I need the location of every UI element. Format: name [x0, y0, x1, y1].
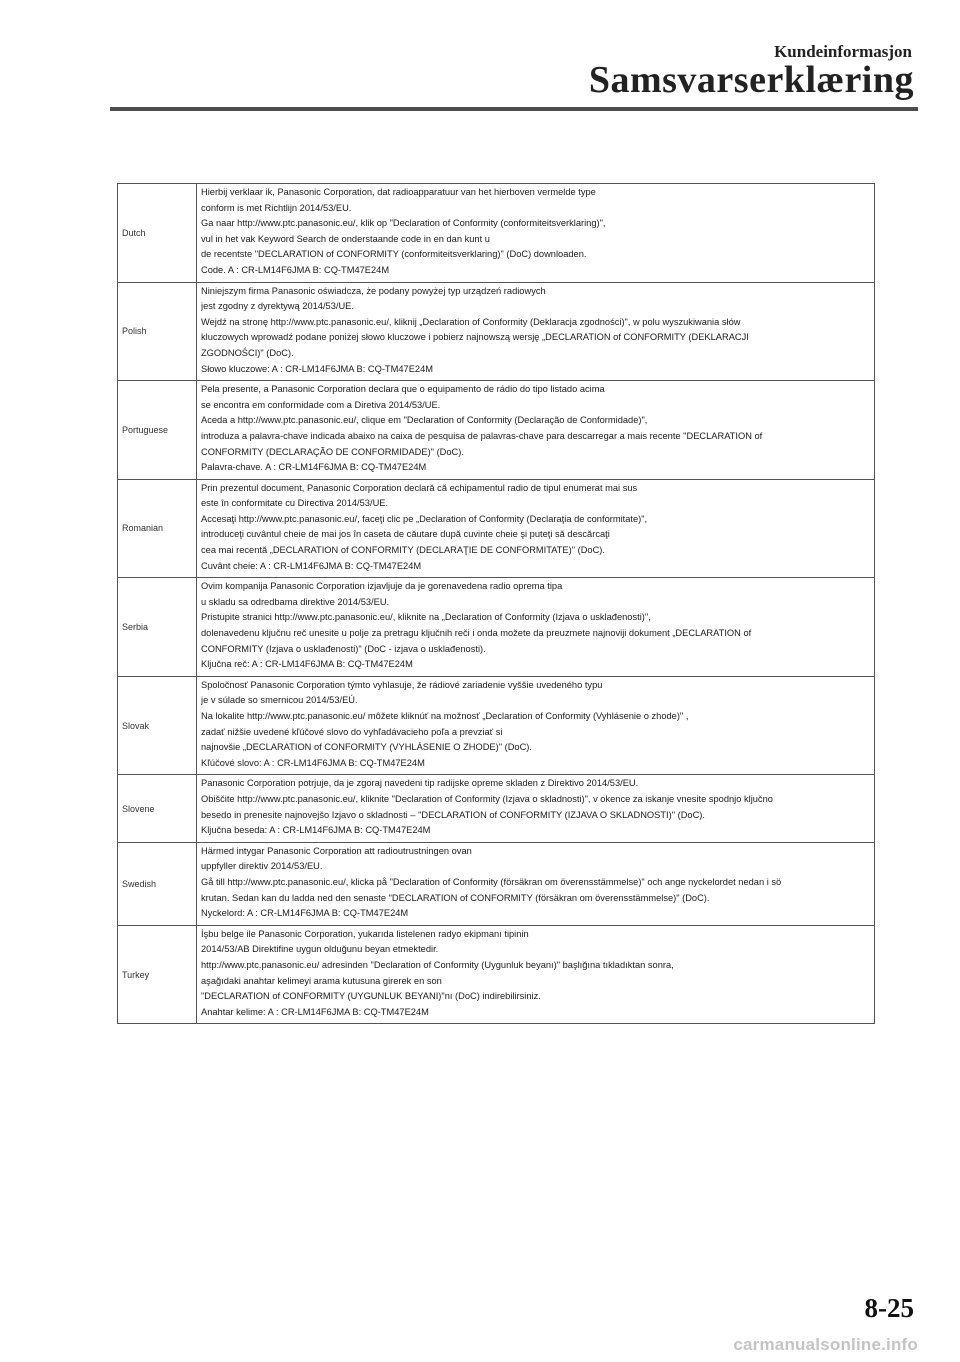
declaration-line: Palavra-chave. A : CR-LM14F6JMA B: CQ-TM47E24M	[201, 462, 427, 473]
declaration-text	[197, 282, 875, 381]
declaration-line: Ovim kompanija Panasonic Corporation izjavljuje da je gorenavedena radio oprema tipa	[201, 581, 563, 592]
page-number: 8-25	[864, 1293, 914, 1323]
language-label: Slovene	[118, 775, 197, 842]
declaration-text	[197, 381, 875, 480]
declaration-row	[118, 842, 875, 925]
declaration-line: Ključna beseda: A : CR-LM14F6JMA B: CQ-TM47E24M	[201, 825, 431, 836]
declaration-row	[118, 775, 875, 842]
declaration-row	[118, 282, 875, 381]
declaration-line: najnovšie „DECLARATION of CONFORMITY (VYHLÁSENIE O ZHODE)" (DoC).	[201, 742, 532, 753]
declaration-table-body	[118, 184, 875, 1024]
declaration-text	[197, 676, 875, 775]
declaration-line: se encontra em conformidade com a Diretiva 2014/53/UE.	[201, 399, 441, 410]
page-title: Samsvarserklæring	[588, 59, 914, 101]
declaration-line: aşağıdaki anahtar kelimeyi arama kutusuna girerek en son	[201, 975, 442, 986]
language-label: Polish	[118, 282, 197, 381]
language-label: Portuguese	[118, 381, 197, 480]
declaration-row	[118, 479, 875, 578]
declaration-line: İşbu belge ile Panasonic Corporation, yukarıda listelenen radyo ekipmanı tipinin	[201, 928, 529, 939]
declaration-line: Gå till http://www.ptc.panasonic.eu/, klicka på "Declaration of Conformity (försäkran om överensstämmelse)" och ange nyckelordet nedan i sö	[201, 876, 782, 887]
declaration-line: Härmed intygar Panasonic Corporation att radioutrustningen ovan	[201, 845, 472, 856]
declaration-line: Pristupite stranici http://www.ptc.panasonic.eu/, kliknite na „Declaration of Conformity (Izjava o usklađenosti)",	[201, 612, 651, 623]
declaration-line: CONFORMITY (DECLARAÇÃO DE CONFORMIDADE)" (DoC).	[201, 446, 464, 457]
declaration-line: vul in het vak Keyword Search de onderstaande code in en dan kunt u	[201, 233, 490, 244]
declaration-line: CONFORMITY (Izjava o usklađenosti)" (DoC - izjava o usklađenosti).	[201, 643, 486, 654]
declaration-line: krutan. Sedan kan du ladda ned den senaste "DECLARATION of CONFORMITY (försäkran om överensstämmelse)" (DoC).	[201, 892, 710, 903]
declaration-line: Spoločnosť Panasonic Corporation týmto vyhlasuje, že rádiové zariadenie vyššie uvedeného typu	[201, 679, 603, 690]
declaration-line: Cuvânt cheie: A : CR-LM14F6JMA B: CQ-TM47E24M	[201, 560, 422, 571]
declaration-text	[197, 775, 875, 842]
declaration-line: kluczowych wprowadź podane poniżej słowo kluczowe i pobierz najnowszą wersję „DECLARATION of CONFORMITY (DEKLARACJI	[201, 332, 749, 343]
declaration-row	[118, 184, 875, 283]
declaration-line: ZGODNOŚCI)" (DoC).	[201, 347, 294, 358]
declaration-line: Anahtar kelime: A : CR-LM14F6JMA B: CQ-TM47E24M	[201, 1006, 429, 1017]
declaration-line: "DECLARATION of CONFORMITY (UYGUNLUK BEYANI)"nı (DoC) indirebilirsiniz.	[201, 991, 541, 1002]
declaration-row	[118, 676, 875, 775]
declaration-line: Na lokalite http://www.ptc.panasonic.eu/ môžete kliknúť na možnosť „Declaration of Conformity (Vyhlásenie o zhode)" ,	[201, 711, 689, 721]
declaration-line: cea mai recentă „DECLARATION of CONFORMITY (DECLARAŢIE DE CONFORMITATE)" (DoC).	[201, 545, 605, 556]
declaration-line: uppfyller direktiv 2014/53/EU.	[201, 861, 323, 872]
declaration-text	[197, 842, 875, 925]
declaration-line: besedo in prenesite najnovejšo Izjavo o skladnosti – "DECLARATION of CONFORMITY (IZJAVA O SKLADNOSTI)" (DoC).	[201, 809, 705, 820]
title-divider	[110, 107, 918, 111]
declaration-line: este în conformitate cu Directiva 2014/53/UE.	[201, 498, 389, 509]
declaration-line: zadať nižšie uvedené kľúčové slovo do vyhľadávacieho poľa a prevziať si	[201, 726, 503, 737]
declaration-line: u skladu sa odredbama direktive 2014/53/EU.	[201, 596, 390, 607]
language-label: Dutch	[118, 184, 197, 283]
declaration-line: jest zgodny z dyrektywą 2014/53/UE.	[201, 301, 354, 312]
declaration-line: je v súlade so smernicou 2014/53/EÚ.	[201, 695, 358, 706]
declaration-line: Ključna reč: A : CR-LM14F6JMA B: CQ-TM47E24M	[201, 659, 413, 670]
declaration-line: dolenavedenu ključnu reč unesite u polje za pretragu ključnih reči i onda možete da preuzmete najnoviji dokument „DECLARATION of	[201, 628, 752, 639]
declaration-line: Code. A : CR-LM14F6JMA B: CQ-TM47E24M	[201, 264, 390, 275]
declaration-row	[118, 578, 875, 677]
declaration-line: Obiščite http://www.ptc.panasonic.eu/, kliknite "Declaration of Conformity (Izjava o skladnosti)", v okence za iskanje vnesite spodnjo ključno	[201, 793, 773, 804]
language-label: Swedish	[118, 842, 197, 925]
language-label: Slovak	[118, 676, 197, 775]
declaration-text	[197, 925, 875, 1024]
declaration-line: Niniejszym firma Panasonic oświadcza, że podany powyżej typ urządzeń radiowych	[201, 285, 546, 296]
declaration-line: 2014/53/AB Direktifine uygun olduğunu beyan etmektedir.	[201, 944, 439, 955]
declaration-line: Accesaţi http://www.ptc.panasonic.eu/, faceţi clic pe „Declaration of Conformity (Declaraţia de conformitate)",	[201, 513, 648, 524]
declaration-line: introduceţi cuvântul cheie de mai jos în caseta de căutare după cuvinte cheie şi puteţi să descărcaţi	[201, 529, 610, 540]
language-label: Serbia	[118, 578, 197, 677]
declaration-line: de recentste "DECLARATION of CONFORMITY (conformiteitsverklaring)" (DoC) downloaden.	[201, 249, 587, 260]
declaration-line: Pela presente, a Panasonic Corporation declara que o equipamento de rádio do tipo listado acima	[201, 384, 605, 395]
declaration-line: http://www.ptc.panasonic.eu/ adresinden "Declaration of Conformity (Uygunluk beyanı)" başlığına tıkladıktan sonra,	[201, 959, 674, 970]
declaration-text	[197, 578, 875, 677]
section-label: Kundeinformasjon	[774, 42, 912, 61]
watermark: carmanualsonline.info	[733, 1335, 918, 1354]
declaration-text	[197, 479, 875, 578]
declaration-line: Ga naar http://www.ptc.panasonic.eu/, klik op "Declaration of Conformity (conformiteitsverklaring)",	[201, 218, 606, 229]
declaration-line: Hierbij verklaar ik, Panasonic Corporation, dat radioapparatuur van het hierboven vermelde type	[201, 187, 596, 197]
declaration-row	[118, 925, 875, 1024]
declaration-line: Prin prezentul document, Panasonic Corporation declară că echipamentul radio de tipul enumerat mai sus	[201, 482, 638, 493]
declaration-line: Słowo kluczowe: A : CR-LM14F6JMA B: CQ-TM47E24M	[201, 363, 433, 374]
declaration-line: Kľúčové slovo: A : CR-LM14F6JMA B: CQ-TM47E24M	[201, 757, 425, 768]
declaration-line: Nyckelord: A : CR-LM14F6JMA B: CQ-TM47E24M	[201, 908, 409, 919]
declaration-line: Aceda a http://www.ptc.panasonic.eu/, clique em "Declaration of Conformity (Declaração de Conformidade)",	[201, 415, 648, 426]
declaration-line: Wejdź na stronę http://www.ptc.panasonic.eu/, kliknij „Declaration of Conformity (Deklaracja zgodności)", w polu wyszukiwania słów	[201, 316, 741, 327]
declaration-line: introduza a palavra-chave indicada abaixo na caixa de pesquisa de palavras-chave para descarregar a mais recente "DECLARATION of	[201, 430, 763, 441]
declaration-text	[197, 184, 875, 283]
language-label: Turkey	[118, 925, 197, 1024]
declaration-line: conform is met Richtlijn 2014/53/EU.	[201, 202, 352, 213]
language-label: Romanian	[118, 479, 197, 578]
declaration-row	[118, 381, 875, 480]
declaration-table	[117, 183, 875, 1024]
declaration-line: Panasonic Corporation potrjuje, da je zgoraj navedeni tip radijske opreme skladen z Direktivo 2014/53/EU.	[201, 778, 639, 789]
